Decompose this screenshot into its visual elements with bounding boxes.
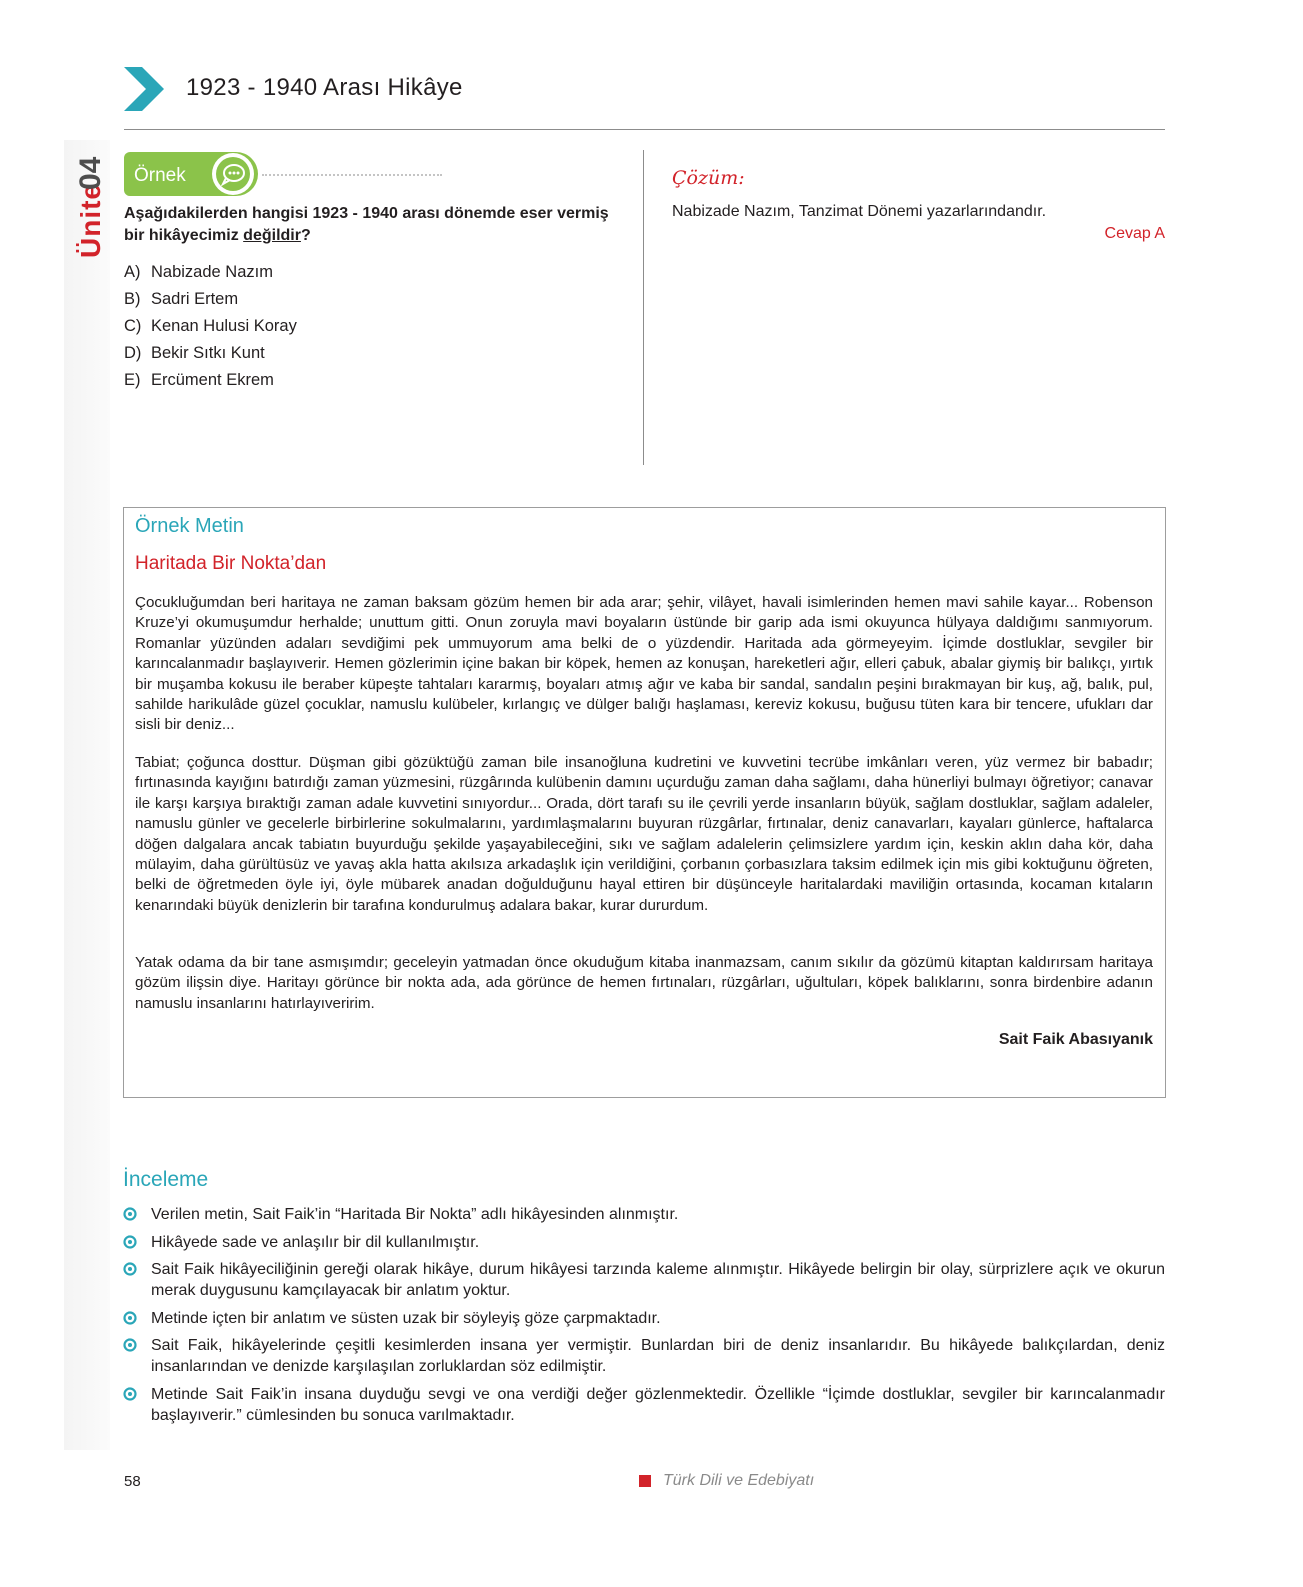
column-divider <box>643 150 644 465</box>
option-text: Nabizade Nazım <box>151 263 273 281</box>
question-end: ? <box>300 227 311 244</box>
example-badge-label: Örnek <box>134 165 186 186</box>
author-name: Sait Faik Abasıyanık <box>998 1031 1153 1048</box>
sample-paragraph-1: Çocukluğumdan beri haritaya ne zaman baksam gözüm hemen bir ada arar; şehir, vilâyet, havali isimlerinden hemen mavi sahile kayar... Robenson Kruze’yi okumuşumdur herhalde; unuttum gitti. Onun zoruyla mavi boyaların üstünde bir garip ada ismi okuyunca hülyaya daldığımı sanmıyorum. Romanlar yüzünden adaları sevdiğimi pek ummuyorum ama belki de o yüzdendir. Haritada ada görmeyeyim. İçimde dostluklar, sevgiler bir karıncalanmadır başlayıverir. Hemen gözlerimin içine bakan bir köpek, hemen az konuşan, hareketleri ağır, elleri çabuk, abalar giymiş bir balıkçı, yırtık bir muşamba kokusu ile beraber küpeşte tahtaları kararmış, boyaları atmış ağır ve kaba bir sandal, sandalın peşini bırakmayan bir kuş, ağ, balık, pul, sahilde harikulâde güzel çocuklar, namuslu kulübeler, kırlangıç ve dülger balığı haşlaması, kereviz kokusu, buğusu tüten kara bir tencere, ufukları dar sisli bir deniz... <box>135 594 1153 734</box>
target-bullet-icon <box>123 1235 137 1249</box>
list-item <box>123 1204 1165 1225</box>
chevron-right-icon <box>124 67 164 111</box>
unit-label <box>66 150 110 260</box>
option-letter: D) <box>124 344 142 362</box>
question-text-part: Aşağıdakilerden hangisi 1923 - 1940 arası dönemde eser vermiş bir hikâyecimiz <box>124 205 609 244</box>
list-item-text: Hikâyede sade ve anlaşılır bir dil kullanılmıştır. <box>151 1233 480 1251</box>
side-strip <box>64 140 110 1450</box>
page-title: 1923 - 1940 Arası Hikâye <box>186 74 463 101</box>
list-item <box>123 1384 1165 1426</box>
question-text <box>124 203 620 247</box>
option-b[interactable] <box>124 287 297 314</box>
option-text: Bekir Sıtkı Kunt <box>151 344 265 362</box>
analysis-title: İnceleme <box>123 1168 209 1191</box>
target-bullet-icon <box>123 1387 137 1401</box>
footer-square-icon <box>639 1475 651 1487</box>
list-item-text: Verilen metin, Sait Faik’in “Haritada Bir Nokta” adlı hikâyesinden alınmıştır. <box>151 1206 679 1223</box>
option-letter: B) <box>124 290 141 308</box>
option-text: Ercüment Ekrem <box>151 371 274 389</box>
option-letter: A) <box>124 263 141 281</box>
list-item-text: Metinde Sait Faik’in insana duyduğu sevgi ve ona verdiği değer gözlenmektedir. Özellikle “İçimde dostluklar, sevgiler bir karıncalanmadır başlayıverir.” cümlesinden bu sonuca varılmaktadır. <box>151 1385 1165 1424</box>
list-item <box>123 1259 1165 1301</box>
sample-paragraph-3: Yatak odama da bir tane asmışımdır; geceleyin yatmadan önce okuduğum kitaba inanmazsam, canım sıkılır da gözümü kitaptan kaldırırsam haritaya gözüm ilişsin diye. Haritayı görünce bir nokta ada, ada görünce de hemen fırtınaları, rüzgârları, uğultuları, köpek balıklarını, sonra birdenbire adanın namuslu insanlarını hatırlayıveririm. <box>135 954 1153 1012</box>
option-c[interactable] <box>124 314 297 341</box>
option-text: Kenan Hulusi Koray <box>151 317 297 335</box>
option-a[interactable] <box>124 260 297 287</box>
dotted-rule <box>262 174 442 176</box>
solution-text: Nabizade Nazım, Tanzimat Dönemi yazarlarındandır. <box>672 203 1047 220</box>
unit-label-text: Ünite <box>75 183 106 258</box>
answer-label: Cevap A <box>1104 225 1165 242</box>
option-d[interactable] <box>124 341 297 368</box>
target-bullet-icon <box>123 1262 137 1276</box>
page-number: 58 <box>124 1473 141 1490</box>
sample-paragraph-2: Tabiat; çoğunca dosttur. Düşman gibi gözüktüğü zaman bile insanoğluna kudretini ve kuvvetini tecrübe imkânları veren, yüz vermez bir babadır; fırtınasında kayığını batırdığı zaman yüzmesini, rüzgârında kulübenin damını uçurduğu zaman daha sağlamı, daha hünerliyi bulmayı öğretiyor; canavar ile karşı karşıya bıraktığı zaman adale kuvvetini sınıyordur... Orada, dört tarafı su ile çevrili yerde insanların büyük, sağlam dostluklar, sağlam adaleler, namuslu günler ve gecelerle birbirlerine sokulmalarını, yardımlaşmalarını buyuran rüzgârlar, fırtınalar, deniz canavarları, kayaları günlerce, haftalarca döğen dalgalara ancak tabiatın buyurduğu şekilde yaşayabileceğini, sıkı ve sağlam adalelerin çelimsizlere yardım için, keskin aklın daha kör, daha mülayim, daha gürültüsüz ve yavaş akla hatta akılsıza arkadaşlık için verildiğini, çorbanın çorbasızlara taksim edilmek için mis gibi koktuğunu öğreten, belki de öğretmeden öyle iyi, öyle mübarek anadan doğulduğunu hayal ettiren bir düşünceyle haritalardaki maviliğin ortasında, kocaman kıtaların kenarındaki büyük denizlerin bir tarafına kondurulmuş adalara bakar, kurar dururdum. <box>135 754 1153 914</box>
solution-title: Çözüm: <box>672 167 745 189</box>
unit-number: 04 <box>74 156 107 190</box>
option-text: Sadri Ertem <box>151 290 239 308</box>
question-emphasis: değildir <box>243 227 301 244</box>
target-bullet-icon <box>123 1338 137 1352</box>
option-e[interactable] <box>124 368 297 395</box>
sample-text-label: Örnek Metin <box>135 515 244 537</box>
book-title: Türk Dili ve Edebiyatı <box>663 1472 815 1489</box>
list-item <box>123 1335 1165 1377</box>
list-item-text: Metinde içten bir anlatım ve süsten uzak bir söyleyiş göze çarpmaktadır. <box>151 1309 661 1327</box>
option-letter: C) <box>124 317 142 335</box>
list-item-text: Sait Faik, hikâyelerinde çeşitli kesimlerden insana yer vermiştir. Bunlardan biri de deniz insanlarıdır. Bu hikâyede balıkçılardan, deniz insanlarından ve denizde karşılaşılan zorluklardan söz edilmiştir. <box>151 1337 1165 1375</box>
analysis-list <box>123 1204 1165 1432</box>
list-item <box>123 1308 1165 1329</box>
target-bullet-icon <box>123 1207 137 1221</box>
list-item <box>123 1232 1165 1253</box>
option-letter: E) <box>124 371 141 389</box>
header-divider <box>124 129 1165 130</box>
target-bullet-icon <box>123 1311 137 1325</box>
list-item-text: Sait Faik hikâyeciliğinin gereği olarak hikâye, durum hikâyesi tarzında kaleme alınmıştır. Hikâyede belirgin bir olay, sürprizlere açık ve okurun merak duygusunu kamçılayacak bir anlatım yoktur. <box>151 1261 1165 1299</box>
sample-text-title: Haritada Bir Nokta’dan <box>135 553 327 574</box>
speech-bubble-icon <box>218 159 248 189</box>
answer-options <box>124 260 297 395</box>
